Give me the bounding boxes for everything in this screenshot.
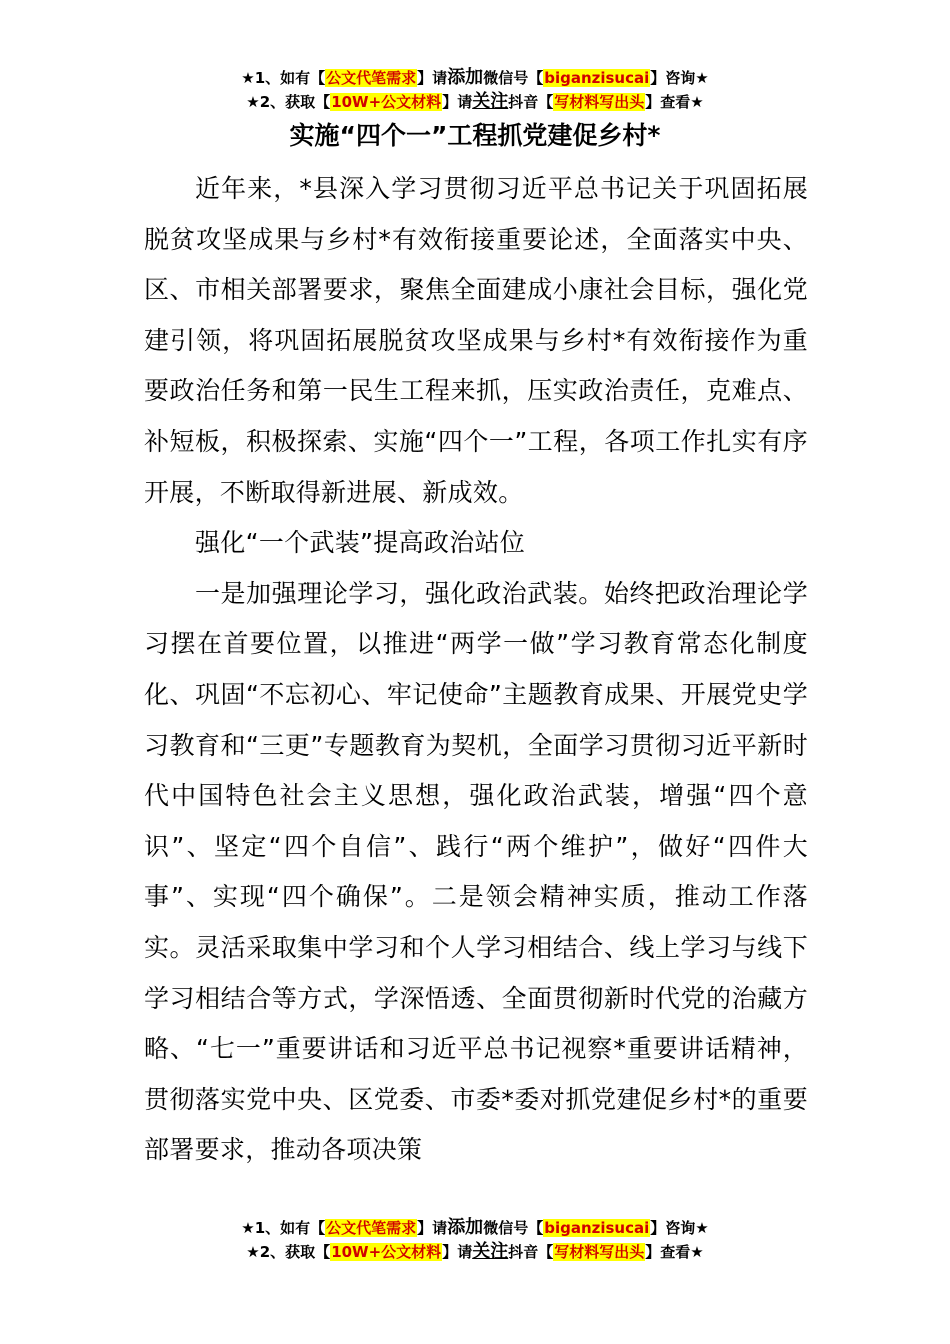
promo-line-1 — [0, 1216, 950, 1240]
promo-text: 抖音【 — [508, 93, 554, 111]
document-body — [144, 164, 808, 1176]
promo-text: ★1、如有【 — [241, 1219, 326, 1237]
section-heading: 强化“一个武装”提高政治站位 — [195, 528, 526, 558]
promo-line-2 — [0, 1240, 950, 1264]
promo-emphasis: 添加 — [447, 1217, 484, 1238]
promo-highlight-service: 公文代笔需求 — [326, 69, 417, 87]
body-paragraph-intro: 近年来，*县深入学习贯彻习近平总书记关于巩固拓展脱贫攻坚成果与乡村*有效衔接重要论述，全面落实中央、区、市相关部署要求，聚焦全面建成小康社会目标，强化党建引领，将巩固拓展脱贫攻坚成果与乡村*有效衔接作为重要政治任务和第一民生工程来抓，压实政治责任，克难点、补短板，积极探索、实施“四个一”工程，各项工作扎实有序开展，不断取得新进展、新成效。 — [144, 174, 808, 507]
promo-highlight-douyin-account: 写材料写出头 — [554, 93, 645, 111]
body-paragraph-section-1: 一是加强理论学习，强化政治武装。始终把政治理论学习摆在首要位置，以推进“两学一做”学习教育常态化制度化、巩固“不忘初心、牢记使命”主题教育成果、开展党史学习教育和“三更”专题教育为契机，全面学习贯彻习近平新时代中国特色社会主义思想，强化政治武装，增强“四个意识”、坚定“四个自信”、践行“两个维护”，做好“四件大事”、实现“四个确保”。二是领会精神实质，推动工作落实。灵活采取集中学习和个人学习相结合、线上学习与线下学习相结合等方式，学深悟透、全面贯彻新时代党的治藏方略、“七一”重要讲话和习近平总书记视察*重要讲话精神，贯彻落实党中央、区党委、市委*委对抓党建促乡村*的重要部署要求，推动各项决策 — [144, 578, 808, 1165]
promo-text: ★2、获取【 — [246, 93, 331, 111]
promo-highlight-materials: 10W+公文材料 — [331, 1243, 442, 1261]
promo-text: ★2、获取【 — [246, 1243, 331, 1261]
promo-text: 微信号【 — [483, 1219, 544, 1237]
promo-text: 】查看★ — [645, 93, 704, 111]
promo-highlight-materials: 10W+公文材料 — [331, 93, 442, 111]
promo-text: ★1、如有【 — [241, 69, 326, 87]
promo-text: 】请 — [417, 1219, 448, 1237]
promo-text: 抖音【 — [508, 1243, 554, 1261]
promo-emphasis: 添加 — [447, 67, 484, 88]
promo-text: 】请 — [442, 1243, 473, 1261]
promo-text: 】咨询★ — [650, 1219, 709, 1237]
promo-line-1 — [0, 66, 950, 90]
promo-highlight-service: 公文代笔需求 — [326, 1219, 417, 1237]
promo-emphasis: 关注 — [472, 91, 509, 112]
footer-promo-banner — [0, 1216, 950, 1264]
promo-text: 】请 — [442, 93, 473, 111]
document-title: 实施“四个一”工程抓党建促乡村* — [289, 121, 661, 150]
header-promo-banner — [0, 66, 950, 114]
promo-emphasis: 关注 — [472, 1241, 509, 1262]
promo-highlight-wechat-id: biganzisucai — [544, 69, 650, 87]
promo-text: 】咨询★ — [650, 69, 709, 87]
promo-line-2 — [0, 90, 950, 114]
promo-text: 微信号【 — [483, 69, 544, 87]
promo-highlight-wechat-id: biganzisucai — [544, 1219, 650, 1237]
promo-highlight-douyin-account: 写材料写出头 — [554, 1243, 645, 1261]
promo-text: 】请 — [417, 69, 448, 87]
promo-text: 】查看★ — [645, 1243, 704, 1261]
